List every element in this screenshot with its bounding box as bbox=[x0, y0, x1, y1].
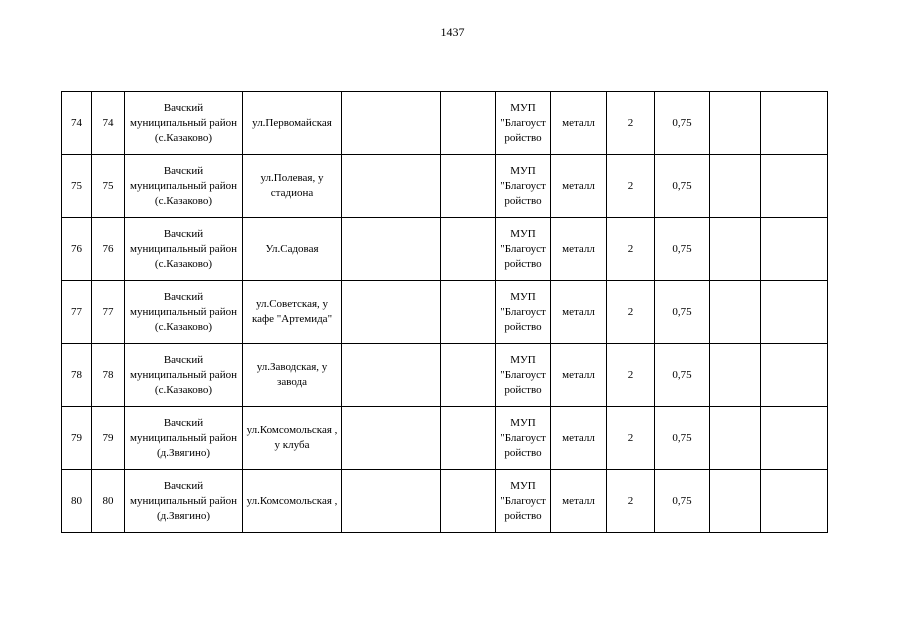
empty-cell bbox=[342, 218, 441, 281]
site-id-cell: 78 bbox=[92, 344, 125, 407]
site-id-cell: 80 bbox=[92, 470, 125, 533]
empty-cell bbox=[441, 470, 496, 533]
organization-cell: МУП "Благоуст ройство bbox=[496, 218, 551, 281]
organization-cell: МУП "Благоуст ройство bbox=[496, 155, 551, 218]
district-cell: Вачский муниципальный район (д.Звягино) bbox=[125, 407, 243, 470]
organization-cell: МУП "Благоуст ройство bbox=[496, 92, 551, 155]
district-cell: Вачский муниципальный район (с.Казаково) bbox=[125, 218, 243, 281]
container-volume-cell: 0,75 bbox=[655, 470, 710, 533]
material-cell: металл bbox=[551, 344, 607, 407]
row-number-cell: 76 bbox=[62, 218, 92, 281]
container-count-cell: 2 bbox=[607, 281, 655, 344]
material-cell: металл bbox=[551, 470, 607, 533]
material-cell: металл bbox=[551, 92, 607, 155]
empty-cell bbox=[710, 407, 761, 470]
container-volume-cell: 0,75 bbox=[655, 407, 710, 470]
site-id-cell: 77 bbox=[92, 281, 125, 344]
district-cell: Вачский муниципальный район (с.Казаково) bbox=[125, 155, 243, 218]
table-row bbox=[62, 92, 828, 155]
site-id-cell: 74 bbox=[92, 92, 125, 155]
empty-cell bbox=[342, 407, 441, 470]
empty-cell bbox=[710, 155, 761, 218]
empty-cell bbox=[761, 344, 828, 407]
row-number-cell: 78 bbox=[62, 344, 92, 407]
street-cell: ул.Комсомольская , bbox=[243, 470, 342, 533]
container-volume-cell: 0,75 bbox=[655, 344, 710, 407]
district-cell: Вачский муниципальный район (с.Казаково) bbox=[125, 281, 243, 344]
site-id-cell: 79 bbox=[92, 407, 125, 470]
empty-cell bbox=[441, 407, 496, 470]
container-count-cell: 2 bbox=[607, 92, 655, 155]
container-count-cell: 2 bbox=[607, 155, 655, 218]
material-cell: металл bbox=[551, 407, 607, 470]
material-cell: металл bbox=[551, 155, 607, 218]
street-cell: ул.Заводская, у завода bbox=[243, 344, 342, 407]
container-volume-cell: 0,75 bbox=[655, 281, 710, 344]
street-cell: ул.Комсомольская , у клуба bbox=[243, 407, 342, 470]
table-body bbox=[62, 92, 828, 533]
empty-cell bbox=[710, 470, 761, 533]
street-cell: ул.Полевая, у стадиона bbox=[243, 155, 342, 218]
container-volume-cell: 0,75 bbox=[655, 155, 710, 218]
street-cell: Ул.Садовая bbox=[243, 218, 342, 281]
organization-cell: МУП "Благоуст ройство bbox=[496, 344, 551, 407]
empty-cell bbox=[441, 155, 496, 218]
district-cell: Вачский муниципальный район (с.Казаково) bbox=[125, 344, 243, 407]
empty-cell bbox=[761, 92, 828, 155]
empty-cell bbox=[710, 92, 761, 155]
empty-cell bbox=[441, 344, 496, 407]
empty-cell bbox=[710, 344, 761, 407]
empty-cell bbox=[342, 281, 441, 344]
empty-cell bbox=[761, 155, 828, 218]
organization-cell: МУП "Благоуст ройство bbox=[496, 281, 551, 344]
empty-cell bbox=[710, 218, 761, 281]
table-row bbox=[62, 407, 828, 470]
table-row bbox=[62, 344, 828, 407]
empty-cell bbox=[342, 155, 441, 218]
table-row bbox=[62, 281, 828, 344]
row-number-cell: 75 bbox=[62, 155, 92, 218]
empty-cell bbox=[761, 281, 828, 344]
row-number-cell: 79 bbox=[62, 407, 92, 470]
container-count-cell: 2 bbox=[607, 407, 655, 470]
table-row bbox=[62, 155, 828, 218]
organization-cell: МУП "Благоуст ройство bbox=[496, 470, 551, 533]
container-volume-cell: 0,75 bbox=[655, 218, 710, 281]
container-count-cell: 2 bbox=[607, 218, 655, 281]
empty-cell bbox=[441, 281, 496, 344]
registry-table bbox=[61, 91, 828, 533]
street-cell: ул.Советская, у кафе "Артемида" bbox=[243, 281, 342, 344]
table-row bbox=[62, 218, 828, 281]
street-cell: ул.Первомайская bbox=[243, 92, 342, 155]
empty-cell bbox=[342, 470, 441, 533]
site-id-cell: 75 bbox=[92, 155, 125, 218]
empty-cell bbox=[761, 218, 828, 281]
site-id-cell: 76 bbox=[92, 218, 125, 281]
container-volume-cell: 0,75 bbox=[655, 92, 710, 155]
empty-cell bbox=[710, 281, 761, 344]
material-cell: металл bbox=[551, 218, 607, 281]
empty-cell bbox=[761, 407, 828, 470]
container-count-cell: 2 bbox=[607, 470, 655, 533]
material-cell: металл bbox=[551, 281, 607, 344]
empty-cell bbox=[342, 344, 441, 407]
table-row bbox=[62, 470, 828, 533]
empty-cell bbox=[761, 470, 828, 533]
row-number-cell: 77 bbox=[62, 281, 92, 344]
district-cell: Вачский муниципальный район (д.Звягино) bbox=[125, 470, 243, 533]
page-number: 1437 bbox=[440, 25, 465, 39]
district-cell: Вачский муниципальный район (с.Казаково) bbox=[125, 92, 243, 155]
row-number-cell: 74 bbox=[62, 92, 92, 155]
empty-cell bbox=[342, 92, 441, 155]
row-number-cell: 80 bbox=[62, 470, 92, 533]
organization-cell: МУП "Благоуст ройство bbox=[496, 407, 551, 470]
empty-cell bbox=[441, 218, 496, 281]
empty-cell bbox=[441, 92, 496, 155]
container-count-cell: 2 bbox=[607, 344, 655, 407]
